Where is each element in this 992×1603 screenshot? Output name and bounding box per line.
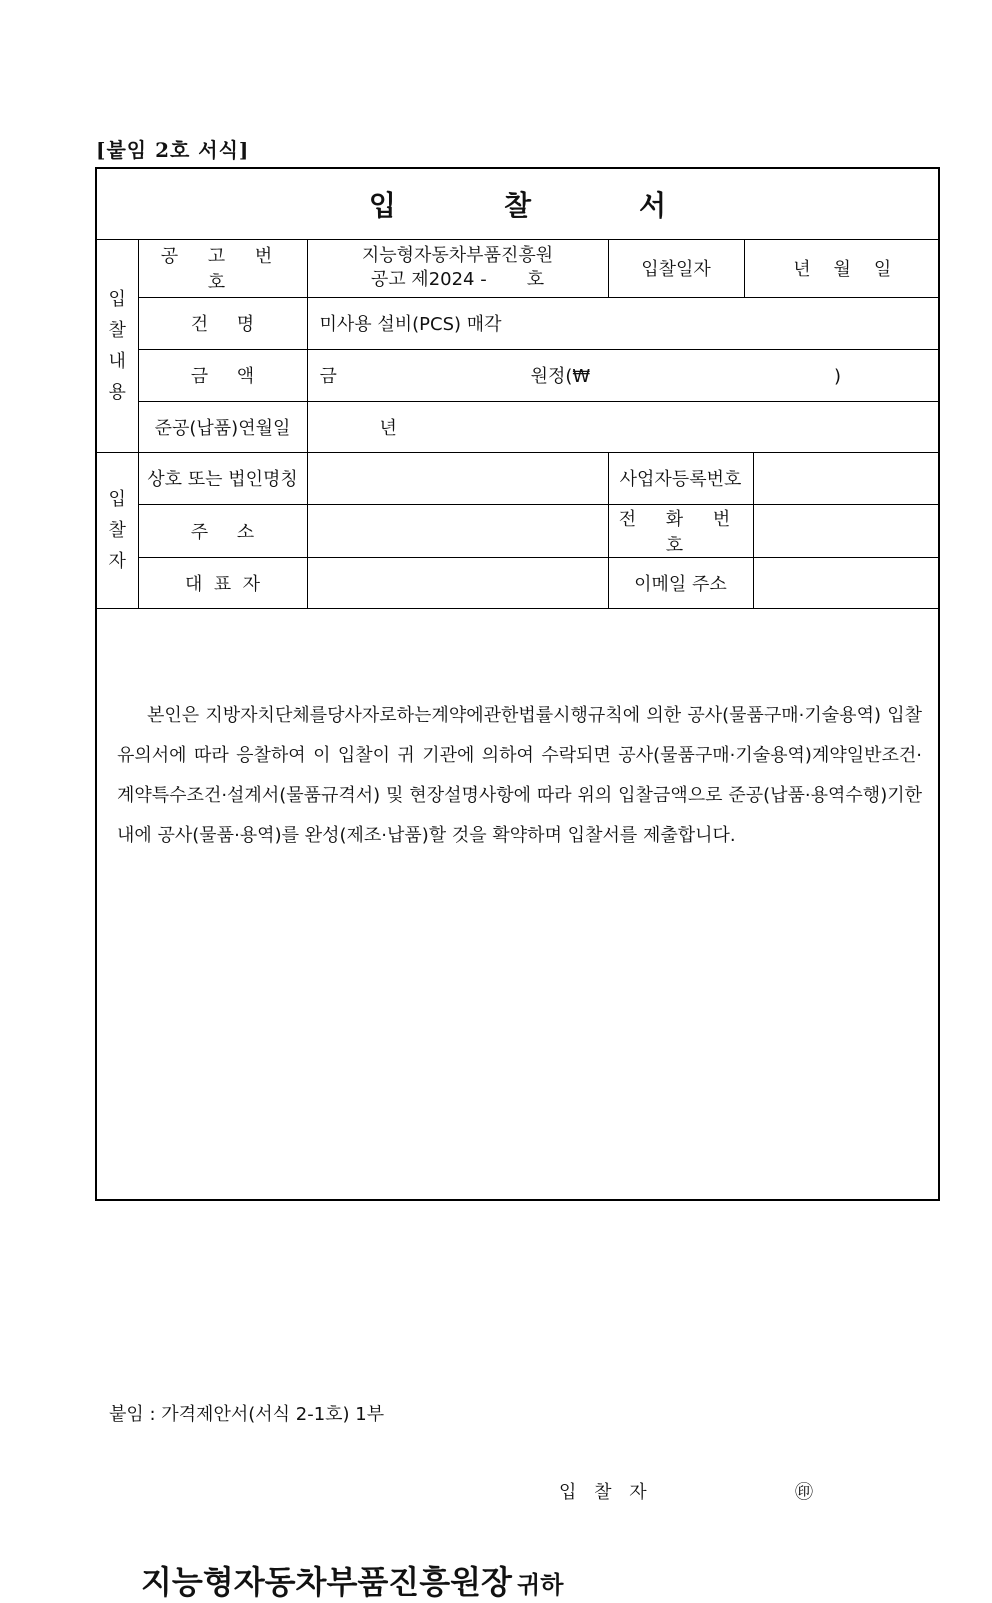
subject-value[interactable]: 미사용 설비(PCS) 매각 [307,297,940,349]
bizno-label: 사업자등록번호 [608,452,753,504]
amount-prefix: 금 [319,366,337,387]
recipient-suffix: 귀하 [517,1571,564,1599]
amount-label: 금 액 [138,349,307,401]
attachment-note: 붙임 : 가격제안서(서식 2-1호) 1부 [109,1404,385,1425]
bid-content-group-label: 입 찰 내 용 [97,240,138,452]
amount-suffix: 원정(₩ [530,366,591,387]
notice-no-label: 공 고 번 호 [138,240,307,297]
phone-label: 전 화 번 호 [608,504,753,557]
title-char-1: 입 [368,189,396,222]
annex-label: [붙임 2호 서식] [96,138,250,162]
email-value[interactable] [753,557,940,608]
signer-label: 입 찰 자 [559,1482,653,1503]
bid-info-table [97,240,940,609]
notice-no-line2: 공고 제2024 - 호 [370,269,545,291]
completion-label: 준공(납품)연월일 [138,401,307,452]
seal-mark: ㊞ [795,1482,813,1503]
representative-value[interactable] [307,557,608,608]
notice-no-value[interactable] [307,240,608,297]
notice-no-line1: 지능형자동차부품진흥원 [361,245,554,267]
recipient-line [141,1557,563,1603]
declaration-text: 본인은 지방자치단체를당사자로하는계약에관한법률시행규칙에 의한 공사(물품구매·기술용역) 입찰유의서에 따라 응찰하여 이 입찰이 귀 기관에 의하여 수락되면 공사(물품구매·기술용역)계약일반조건·계약특수조건·설계서(물품규격서) 및 현장설명사항에 따라 위의 입찰금액으로 준공(납품·용역수행)기한 내에 공사(물품·용역)를 완성(제조·납품)할 것을 확약하며 입찰서를 제출합니다. [117,705,922,846]
company-label: 상호 또는 법인명칭 [138,452,307,504]
company-value[interactable] [307,452,608,504]
form-title [97,169,938,240]
declaration-section [97,604,938,1601]
completion-year: 년 [379,417,397,439]
phone-value[interactable] [753,504,940,557]
amount-value[interactable] [307,349,940,401]
completion-value[interactable] [307,401,940,452]
address-value[interactable] [307,504,608,557]
bizno-value[interactable] [753,452,940,504]
bid-date-label: 입찰일자 [608,240,744,297]
address-label: 주 소 [138,504,307,557]
title-char-3: 서 [639,189,667,222]
title-char-2: 찰 [503,189,532,222]
subject-label: 건 명 [138,297,307,349]
bid-date-value[interactable]: 년 월 일 [744,240,940,297]
email-label: 이메일 주소 [608,557,753,608]
amount-close: ) [833,366,841,387]
bidder-group-label: 입 찰 자 [97,452,138,608]
bid-form [95,167,940,1601]
recipient-name: 지능형자동차부품진흥원장 [141,1563,512,1601]
representative-label: 대 표 자 [138,557,307,608]
